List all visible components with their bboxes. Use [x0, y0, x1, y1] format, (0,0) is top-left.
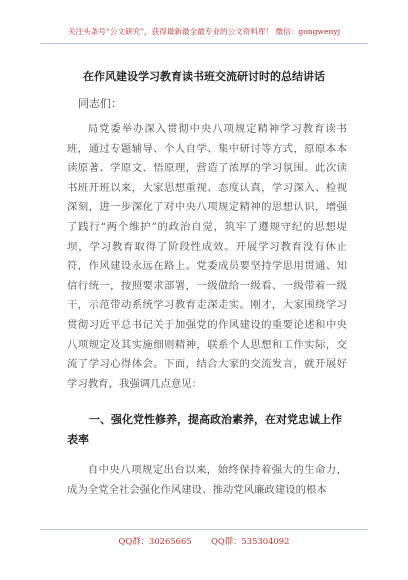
header-banner-text: 关注头条号“公文研究”，获得最新最全最专业的公文资料库！ 微信：gongwenyj [67, 27, 341, 36]
footer-divider [40, 529, 368, 530]
footer-qq-group-1: QQ群：30265665 [118, 536, 192, 546]
header-divider [40, 43, 368, 44]
body-paragraph: 局党委举办深入贯彻中央八项规定精神学习教育读书班，通过专题辅导、个人自学、集中研讨等方式，原原本本读原著、学原文、悟原理，营造了浓厚的学习氛围。此次读书班开班以来，大家思想重视、态度认真，学习深入、检视深刻，进一步深化了对中央八项规定精神的思想认识，增强了践行“两个维护”的政治自觉，筑牢了遵规守纪的思想堤坝，学习教育取得了阶段性成效。开展学习教育没有休止符，作风建设永远在路上。党委成员要坚持学思用贯通、知信行统一，按照要求部署，一级做给一级看、一级带着一级干，示范带动系统学习教育走深走实。刚才，大家围绕学习贯彻习近平总书记关于加强党的作风建设的重要论述和中央八项规定及其实施细则精神，联系个人思想和工作实际，交流了学习心得体会。下面，结合大家的交流发言，就开展好学习教育，我强调几点意见： [67, 123, 347, 390]
body-paragraph: 自中央八项规定出台以来，始终保持着强大的生命力，成为全党全社会强化作风建设、推动党风廉政建设的根本 [67, 464, 347, 496]
section-heading: 一、强化党性修养，提高政治素养，在对党忠诚上作表率 [67, 413, 342, 446]
footer-contacts [40, 536, 368, 547]
salutation: 同志们： [78, 97, 122, 110]
footer-qq-group-2: QQ群：535304092 [211, 536, 290, 546]
document-title: 在作风建设学习教育读书班交流研讨时的总结讲话 [83, 70, 325, 83]
header-banner [40, 27, 368, 37]
